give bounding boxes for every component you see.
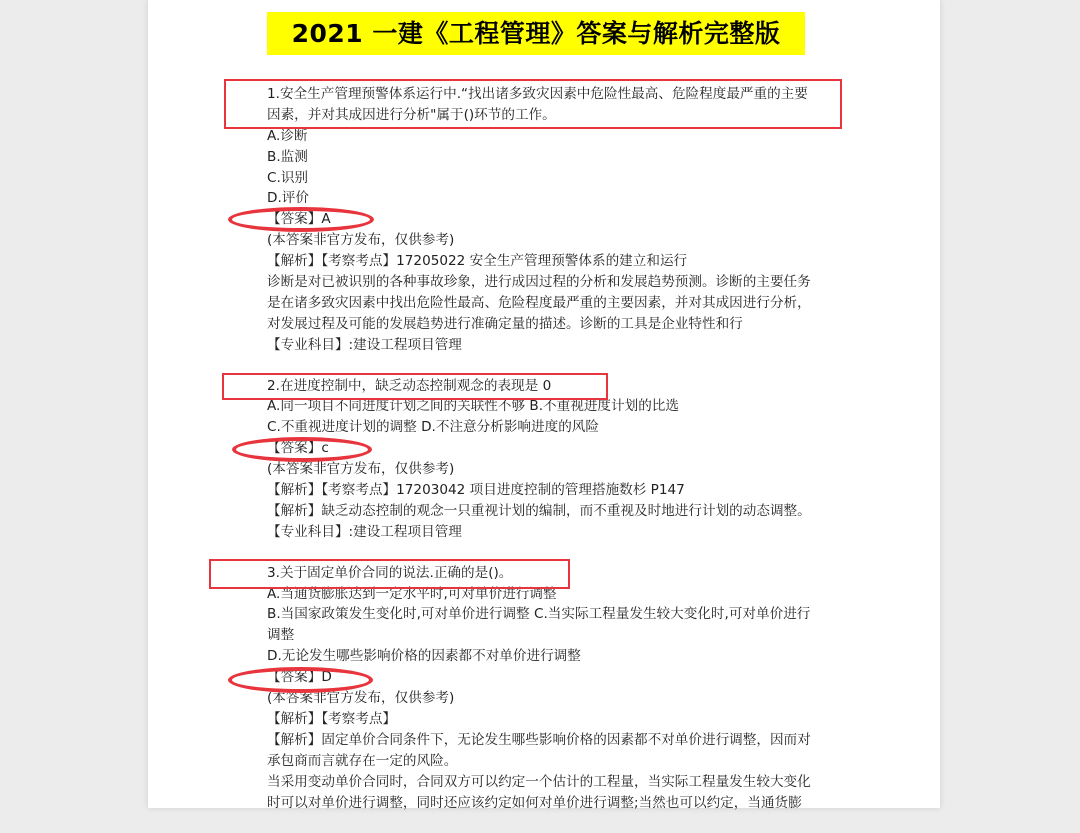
text-line: D.评价 — [267, 190, 309, 207]
text-line: (本答案非官方发布，仅供参考) — [267, 461, 455, 478]
text-line: B.监测 — [267, 148, 308, 165]
text-line: D.无论发生哪些影响价格的因素都不对单价进行调整 — [267, 648, 581, 665]
text-line: 【解析】缺乏动态控制的观念一只重视计划的编制，而不重视及时地进行计划的动态调整。 — [267, 502, 811, 519]
text-line: C.不重视进度计划的调整 D.不注意分析影响进度的风险 — [267, 419, 599, 436]
answer-3-circle — [228, 667, 373, 693]
document-title: 2021 一建《工程管理》答案与解析完整版 — [267, 12, 805, 55]
text-line: 【答案】A — [267, 211, 331, 228]
text-line: 调整 — [267, 627, 295, 644]
text-line: A.当通货膨胀达到一定水平时,可对单价进行调整 — [267, 585, 557, 602]
text-line: 对发展过程及可能的发展趋势进行准确定量的描述。诊断的工具是企业特性和行 — [267, 315, 743, 332]
question-2-highlight-box — [222, 373, 608, 400]
question-2 — [267, 376, 837, 543]
text-line: 【答案】c — [267, 440, 329, 457]
text-line: (本答案非官方发布，仅供参考) — [267, 232, 455, 249]
text-line: A.同一项目不同进度计划之间的关联性不够 B.不重视进度计划的比选 — [267, 398, 679, 415]
text-line: 3.关于固定单价合同的说法.正确的是()。 — [267, 564, 513, 581]
text-line: B.当国家政策发生变化时,可对单价进行调整 C.当实际工程量发生较大变化时,可对单价进行 — [267, 606, 811, 623]
text-line: 承包商而言就存在一定的风险。 — [267, 752, 458, 769]
text-line: 【专业科目】:建设工程项目管理 — [267, 523, 462, 540]
answer-1-circle — [228, 207, 374, 232]
question-3-highlight-box — [209, 559, 570, 589]
question-1-highlight-box — [224, 79, 842, 129]
text-line: 【解析】【考察考点】17205022 安全生产管理预警体系的建立和运行 — [267, 253, 688, 270]
text-line: 【解析】【考察考点】 — [267, 710, 397, 727]
text-line: 【答案】D — [267, 669, 332, 686]
text-line: A.诊断 — [267, 127, 308, 144]
text-line: 时可以对单价进行调整，同时还应该约定如何对单价进行调整;当然也可以约定，当通货膨 — [267, 794, 802, 811]
answer-2-circle — [232, 437, 372, 462]
text-line: 【专业科目】:建设工程项目管理 — [267, 336, 462, 353]
text-line: (本答案非官方发布，仅供参考) — [267, 690, 455, 707]
text-line: 诊断是对已被识别的各种事故珍象，进行成因过程的分析和发展趋势预测。诊断的主要任务 — [267, 274, 811, 291]
text-line: 因素，并对其成因进行分析"属于()环节的工作。 — [267, 106, 556, 123]
text-line: 2.在进度控制中，缺乏动态控制观念的表现是 0 — [267, 377, 552, 394]
text-line: 是在诸多致灾因素中找出危险性最高、危险程度最严重的主要因素，并对其成因进行分析， — [267, 294, 811, 311]
document-content — [267, 84, 837, 833]
text-line: 当采用变动单价合同时，合同双方可以约定一个估计的工程量，当实际工程量发生较大变化 — [267, 773, 811, 790]
text-line: 1.安全生产管理预警体系运行中.“找出诸多致灾因素中危险性最高、危险程度最严重的主要 — [267, 86, 808, 102]
text-line: 【解析】固定单价合同条件下，无论发生哪些影响价格的因素都不对单价进行调整，因而对 — [267, 731, 811, 748]
text-line: 【解析】【考察考点】17203042 项目进度控制的管理搭施数杉 P147 — [267, 482, 685, 499]
text-line: C.识别 — [267, 169, 309, 186]
